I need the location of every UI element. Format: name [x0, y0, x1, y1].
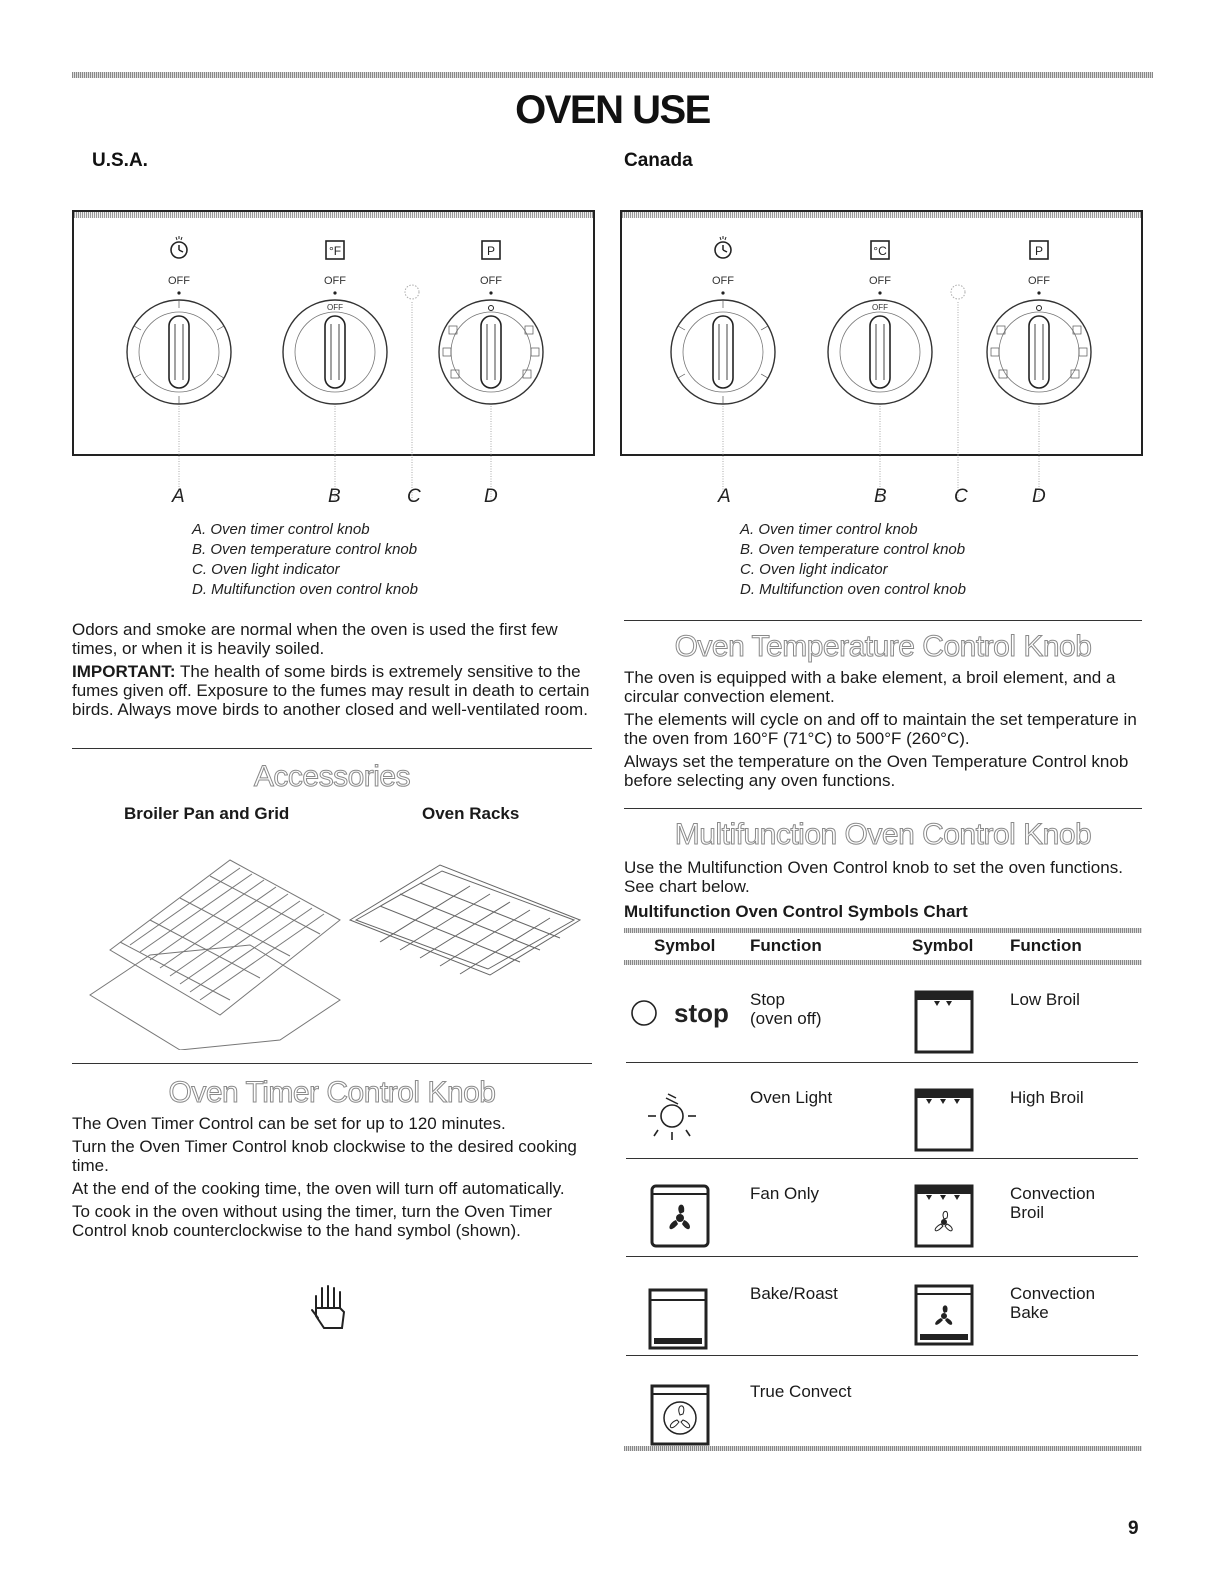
off-label: OFF: [480, 275, 502, 287]
callout-c: C: [407, 486, 421, 507]
table-bottom-rule: [624, 1446, 1142, 1451]
multifunction-knob: [987, 300, 1091, 404]
canada-panel-drawing: [620, 210, 1143, 510]
column-header: Function: [1010, 936, 1082, 955]
multifunction-knob: [439, 300, 543, 404]
legend-item: D. Multifunction oven control knob: [192, 581, 418, 598]
callout-d: D: [1032, 486, 1046, 507]
timer-text: [72, 1114, 592, 1244]
timer-paragraph: To cook in the oven without using the timer, turn the Oven Timer Control knob counterclockwise to the hand symbol (shown).: [72, 1202, 553, 1240]
svg-text:P: P: [1034, 244, 1044, 258]
timer-knob: [127, 300, 231, 404]
important-paragraph: IMPORTANT: The health of some birds is extremely sensitive to the fumes given off. Exposure to the fumes may result in death to certain birds. Always move birds to another closed and well-ventilated room.: [72, 662, 590, 719]
function-label: Stop (oven off): [750, 990, 822, 1028]
function-label: Oven Light: [750, 1088, 833, 1107]
timer-knob: [671, 300, 775, 404]
callout-a: A: [718, 486, 731, 507]
intro-paragraph: Odors and smoke are normal when the oven is used the first few times, or when it is heavily soiled.: [72, 620, 558, 658]
timer-paragraph: Turn the Oven Timer Control knob clockwise to the desired cooking time.: [72, 1137, 577, 1175]
temperature-paragraph: The elements will cycle on and off to maintain the set temperature in the oven from 160°F (71°C) to 500°F (260°C).: [624, 710, 1137, 748]
row-divider: [626, 1158, 1138, 1159]
accessories-heading: Accessories: [253, 760, 411, 793]
fahrenheit-icon: [326, 241, 344, 259]
stop-icon: [630, 996, 730, 1030]
legend-item: C. Oven light indicator: [740, 561, 888, 578]
callout-a: A: [172, 486, 185, 507]
timer-paragraph: The Oven Timer Control can be set for up to 120 minutes.: [72, 1114, 506, 1133]
divider: [72, 748, 592, 749]
callout-d: D: [484, 486, 498, 507]
divider: [624, 620, 1142, 621]
function-label: Fan Only: [750, 1184, 819, 1203]
legend-item: A. Oven timer control knob: [740, 521, 918, 538]
column-header: Symbol: [912, 936, 974, 955]
oven-light-icon: [640, 1080, 700, 1150]
canada-legend: [740, 520, 966, 600]
legend-item: B. Oven temperature control knob: [192, 541, 418, 558]
function-label: Low Broil: [1010, 990, 1080, 1009]
off-label: OFF: [168, 275, 190, 287]
broiler-pan-label: Broiler Pan and Grid: [124, 804, 290, 823]
celsius-icon: [871, 241, 889, 259]
off-label: OFF: [869, 275, 891, 287]
low-broil-icon: [914, 990, 974, 1054]
top-rule: [72, 72, 1153, 78]
temperature-heading: Oven Temperature Control Knob: [674, 630, 1092, 663]
oven-racks-label: Oven Racks: [422, 804, 520, 823]
temperature-text: [624, 668, 1144, 794]
svg-text:OFF: OFF: [327, 303, 343, 312]
row-divider: [626, 1062, 1138, 1063]
function-label: High Broil: [1010, 1088, 1084, 1107]
chart-title: Multifunction Oven Control Symbols Chart: [624, 902, 968, 921]
temperature-knob: [283, 300, 387, 404]
svg-text:OFF: OFF: [872, 303, 888, 312]
temperature-paragraph: The oven is equipped with a bake element, a broil element, and a circular convection element.: [624, 668, 1116, 706]
usa-panel-drawing: [72, 210, 595, 510]
table-top-rule: [624, 928, 1142, 933]
usa-legend: [192, 520, 418, 600]
true-convect-icon: [650, 1384, 710, 1448]
page-title: OVEN USE: [515, 88, 710, 132]
header-rule: [624, 960, 1142, 965]
timer-icon: [171, 236, 187, 258]
broiler-pan-image: [90, 860, 340, 1050]
divider: [624, 808, 1142, 809]
legend-item: D. Multifunction oven control knob: [740, 581, 966, 598]
callout-c: C: [954, 486, 968, 507]
timer-paragraph: At the end of the cooking time, the oven will turn off automatically.: [72, 1179, 565, 1198]
fan-only-icon: [650, 1184, 710, 1250]
legend-item: A. Oven timer control knob: [192, 521, 370, 538]
stop-word: stop: [674, 998, 729, 1028]
temp-unit-label: °F: [328, 244, 342, 258]
legend-item: B. Oven temperature control knob: [740, 541, 966, 558]
timer-icon: [715, 236, 731, 258]
convection-broil-icon: [914, 1184, 974, 1250]
function-label: Convection Bake: [1010, 1284, 1096, 1322]
column-header: Symbol: [654, 936, 716, 955]
callout-b: B: [328, 486, 341, 507]
program-icon: [482, 241, 500, 259]
intro-text: [72, 620, 592, 723]
legend-item: C. Oven light indicator: [192, 561, 340, 578]
high-broil-icon: [914, 1088, 974, 1152]
off-label: OFF: [712, 275, 734, 287]
page-number: 9: [1128, 1518, 1139, 1539]
function-label: Bake/Roast: [750, 1284, 838, 1303]
temp-unit-label: °C: [873, 244, 887, 258]
temperature-paragraph: Always set the temperature on the Oven Temperature Control knob before selecting any oven functions.: [624, 752, 1129, 790]
function-label: Convection Broil: [1010, 1184, 1096, 1222]
callout-b: B: [874, 486, 887, 507]
row-divider: [626, 1256, 1138, 1257]
convection-bake-icon: [914, 1284, 974, 1348]
column-header: Function: [750, 936, 822, 955]
multifunction-intro: Use the Multifunction Oven Control knob to set the oven functions. See chart below.: [624, 858, 1123, 896]
timer-heading: Oven Timer Control Knob: [168, 1076, 496, 1109]
function-label: True Convect: [750, 1382, 852, 1401]
program-icon: [1030, 241, 1048, 259]
divider: [72, 1063, 592, 1064]
usa-heading: U.S.A.: [92, 150, 148, 171]
bake-roast-icon: [648, 1288, 708, 1352]
canada-heading: Canada: [624, 150, 693, 171]
accessories-illustration: [80, 850, 600, 1050]
svg-text:P: P: [486, 244, 496, 258]
off-label: OFF: [1028, 275, 1050, 287]
oven-rack-image: [350, 865, 580, 975]
row-divider: [626, 1355, 1138, 1356]
temperature-knob: [828, 300, 932, 404]
hand-icon: [310, 1282, 354, 1332]
multifunction-heading: Multifunction Oven Control Knob: [674, 818, 1092, 851]
off-label: OFF: [324, 275, 346, 287]
